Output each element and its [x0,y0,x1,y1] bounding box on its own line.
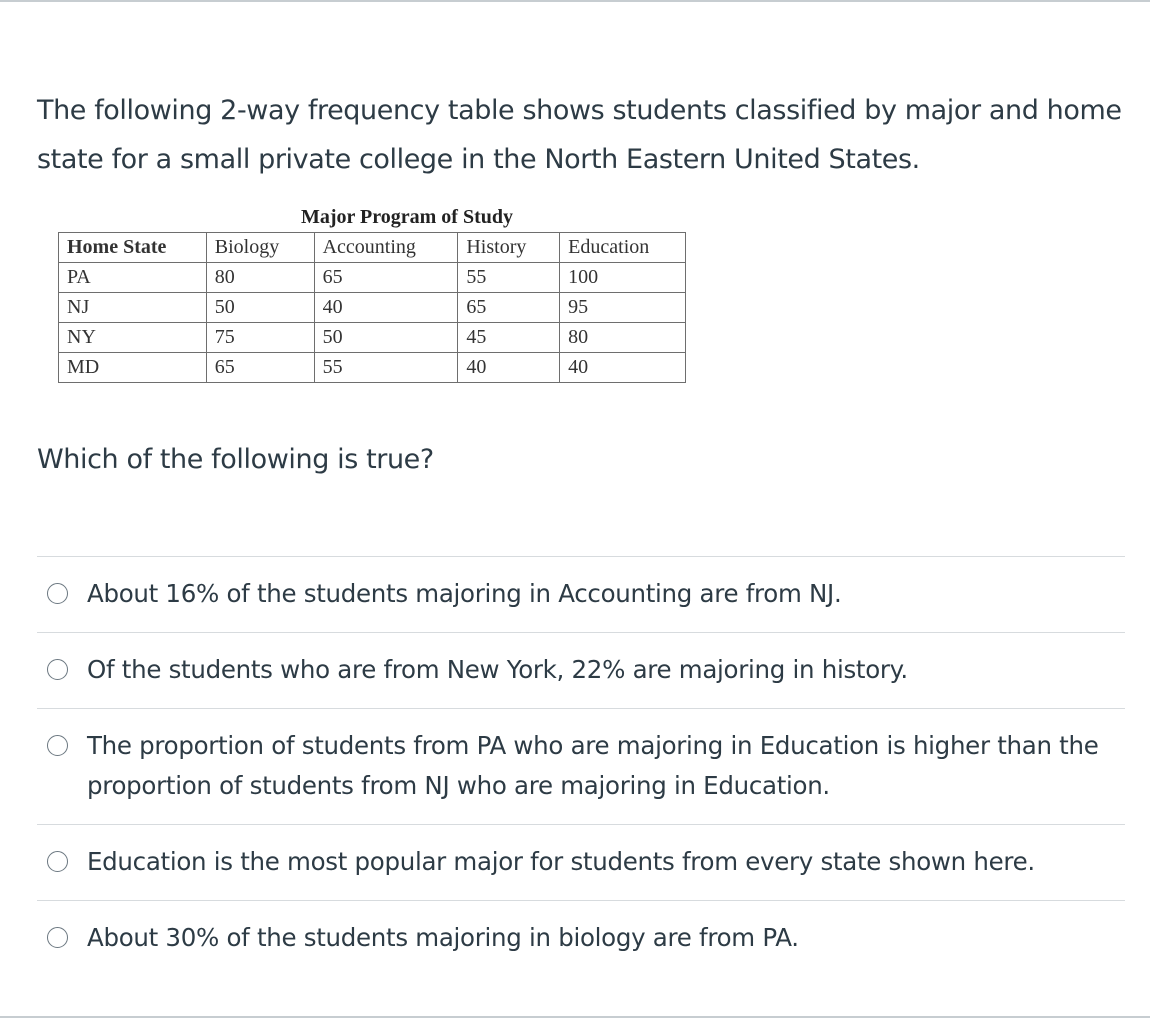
answer-label: Of the students who are from New York, 22% are majoring in history. [87,655,908,684]
table-row [59,323,686,353]
radio-button[interactable] [47,583,68,604]
answer-list [37,556,1125,976]
radio-button[interactable] [47,851,68,872]
answer-option-1[interactable] [37,556,1125,632]
table-row [59,293,686,323]
answer-label: About 16% of the students majoring in Accounting are from NJ. [87,579,842,608]
question-text: The following 2-way frequency table shows students classified by major and home state for a small private college in the North Eastern United States. [37,95,1122,175]
question-prompt: Which of the following is true? [37,444,434,475]
table-row [59,263,686,293]
answer-label: About 30% of the students majoring in biology are from PA. [87,923,799,952]
table-cell: NY [59,323,207,353]
answer-option-5[interactable] [37,900,1125,976]
radio-button[interactable] [47,735,68,756]
table-header-cell: Biology [206,233,314,263]
answer-option-4[interactable] [37,824,1125,900]
radio-button[interactable] [47,659,68,680]
answer-option-3[interactable] [37,708,1125,824]
table-cell: 55 [314,353,458,383]
answer-option-2[interactable] [37,632,1125,708]
table-header-cell: Accounting [314,233,458,263]
table-header-row [59,233,686,263]
table-cell: 80 [560,323,686,353]
top-divider [0,0,1150,2]
table-header-cell: History [458,233,560,263]
radio-button[interactable] [47,927,68,948]
table-header-cell: Education [560,233,686,263]
table-cell: 65 [314,263,458,293]
answer-label: Education is the most popular major for students from every state shown here. [87,847,1035,876]
table-cell: 75 [206,323,314,353]
table-cell: PA [59,263,207,293]
table-cell: MD [59,353,207,383]
table-cell: 80 [206,263,314,293]
table-cell: 40 [458,353,560,383]
table-cell: 40 [560,353,686,383]
table-cell: 65 [458,293,560,323]
table-cell: 45 [458,323,560,353]
table-cell: 95 [560,293,686,323]
table-row [59,353,686,383]
answer-label: The proportion of students from PA who are majoring in Education is higher than the proportion of students from NJ who are majoring in Education. [87,731,1099,800]
table-cell: 100 [560,263,686,293]
table-caption: Major Program of Study [300,206,513,228]
table-header-cell: Home State [59,233,207,263]
table-cell: 50 [206,293,314,323]
frequency-table-image [58,202,686,383]
table-cell: 55 [458,263,560,293]
frequency-table [58,232,686,383]
table-cell: 40 [314,293,458,323]
table-cell: 50 [314,323,458,353]
table-cell: NJ [59,293,207,323]
table-cell: 65 [206,353,314,383]
